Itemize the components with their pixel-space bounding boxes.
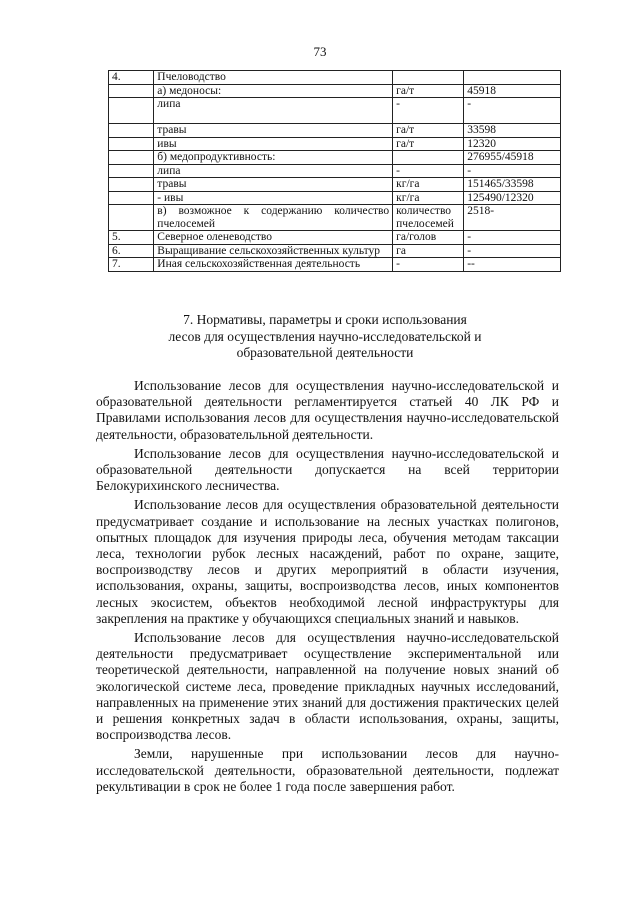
row-number: [109, 151, 154, 165]
row-value: 125490/12320: [464, 191, 561, 205]
row-value: [464, 71, 561, 85]
row-value: -: [464, 98, 561, 124]
body-text: [96, 378, 559, 795]
paragraph: Использование лесов для осуществления научно-исследовательской и образовательной деятельности регламентируется статьей 40 ЛК РФ и Правилами использования лесов для осуществления научно-исследовательской деятельности, образовательльной деятельности.: [96, 378, 559, 442]
row-name: Северное оленеводство: [154, 231, 393, 245]
row-name: Иная сельскохозяйственная деятельность: [154, 258, 393, 272]
row-unit: кг/га: [393, 178, 464, 192]
paragraph: Использование лесов для осуществления образовательной деятельности предусматривает создание и использование на лесных участках полигонов, опытных площадок для изучения природы леса, обучения методам таксации леса, технологии рубок лесных насаждений, работ по охране, защите, воспроизводству лесов и других мероприятий в области изучения, использования, охраны, защиты, воспроизводства лесов, иных компонентов лесных экосистем, объектов необходимой лесной инфраструктуры для закрепления на практике у обучающихся специальных знаний и навыков.: [96, 497, 559, 626]
table-row: [109, 205, 561, 231]
row-number: 6.: [109, 244, 154, 258]
row-unit: количество пчелосемей: [393, 205, 464, 231]
row-name: а) медоносы:: [154, 84, 393, 98]
table-row: [109, 151, 561, 165]
row-value: 151465/33598: [464, 178, 561, 192]
row-value: -: [464, 164, 561, 178]
row-unit: -: [393, 98, 464, 124]
row-unit: -: [393, 258, 464, 272]
row-unit: -: [393, 164, 464, 178]
row-name: травы: [154, 124, 393, 138]
row-number: [109, 205, 154, 231]
row-value: --: [464, 258, 561, 272]
section-title: [130, 312, 520, 362]
row-value: 33598: [464, 124, 561, 138]
table-row: [109, 258, 561, 272]
row-name: - ивы: [154, 191, 393, 205]
row-number: [109, 178, 154, 192]
row-unit: га/т: [393, 137, 464, 151]
row-unit: га/т: [393, 124, 464, 138]
section-title-line: образовательной деятельности: [236, 345, 414, 360]
row-name: липа: [154, 164, 393, 178]
table-row: [109, 98, 561, 124]
row-name: Выращивание сельскохозяйственных культур: [154, 244, 393, 258]
section-title-line: лесов для осуществления научно-исследовательской и: [168, 328, 482, 344]
row-number: 7.: [109, 258, 154, 272]
row-unit: [393, 151, 464, 165]
table-row: [109, 84, 561, 98]
table-row: [109, 164, 561, 178]
row-number: [109, 98, 154, 124]
row-name: б) медопродуктивность:: [154, 151, 393, 165]
table-row: [109, 244, 561, 258]
row-number: [109, 124, 154, 138]
row-number: [109, 191, 154, 205]
norms-table: [108, 70, 561, 272]
row-number: 5.: [109, 231, 154, 245]
row-unit: кг/га: [393, 191, 464, 205]
row-number: [109, 164, 154, 178]
row-name: ивы: [154, 137, 393, 151]
page-number: 73: [313, 44, 327, 59]
row-unit: га: [393, 244, 464, 258]
table-row: [109, 137, 561, 151]
row-value: -: [464, 231, 561, 245]
row-value: 2518-: [464, 205, 561, 231]
row-name: липа: [154, 98, 393, 124]
table-row: [109, 124, 561, 138]
row-name: в) возможное к содержанию количество пчелосемей: [154, 205, 393, 231]
table-row: [109, 191, 561, 205]
row-value: 45918: [464, 84, 561, 98]
table-row: [109, 71, 561, 85]
row-value: 276955/45918: [464, 151, 561, 165]
row-unit: [393, 71, 464, 85]
paragraph: Земли, нарушенные при использовании лесов для научно-исследовательской деятельности, образовательной деятельности, подлежат рекультивации в срок не более 1 года после завершения работ.: [96, 746, 559, 794]
row-value: -: [464, 244, 561, 258]
row-number: [109, 137, 154, 151]
row-name: Пчеловодство: [154, 71, 393, 85]
row-value: 12320: [464, 137, 561, 151]
section-title-line: 7. Нормативы, параметры и сроки использования: [183, 312, 467, 327]
paragraph: Использование лесов для осуществления научно-исследовательской и образовательной деятельности допускается на всей территории Белокурихинского лесничества.: [96, 445, 559, 494]
row-number: [109, 84, 154, 98]
table-row: [109, 178, 561, 192]
table-row: [109, 231, 561, 245]
paragraph: Использование лесов для осуществления научно-исследовательской деятельности предусматривает осуществление экспериментальной или теоретической деятельности, направленной на получение новых знаний об экологической системе леса, проведение прикладных научных исследований, направленных на применение этих знаний для достижения практических целей и решения конкретных задач в области использования, охраны, защиты, воспроизводства лесов.: [96, 630, 559, 743]
row-name: травы: [154, 178, 393, 192]
row-number: 4.: [109, 71, 154, 85]
row-unit: га/голов: [393, 231, 464, 245]
row-unit: га/т: [393, 84, 464, 98]
